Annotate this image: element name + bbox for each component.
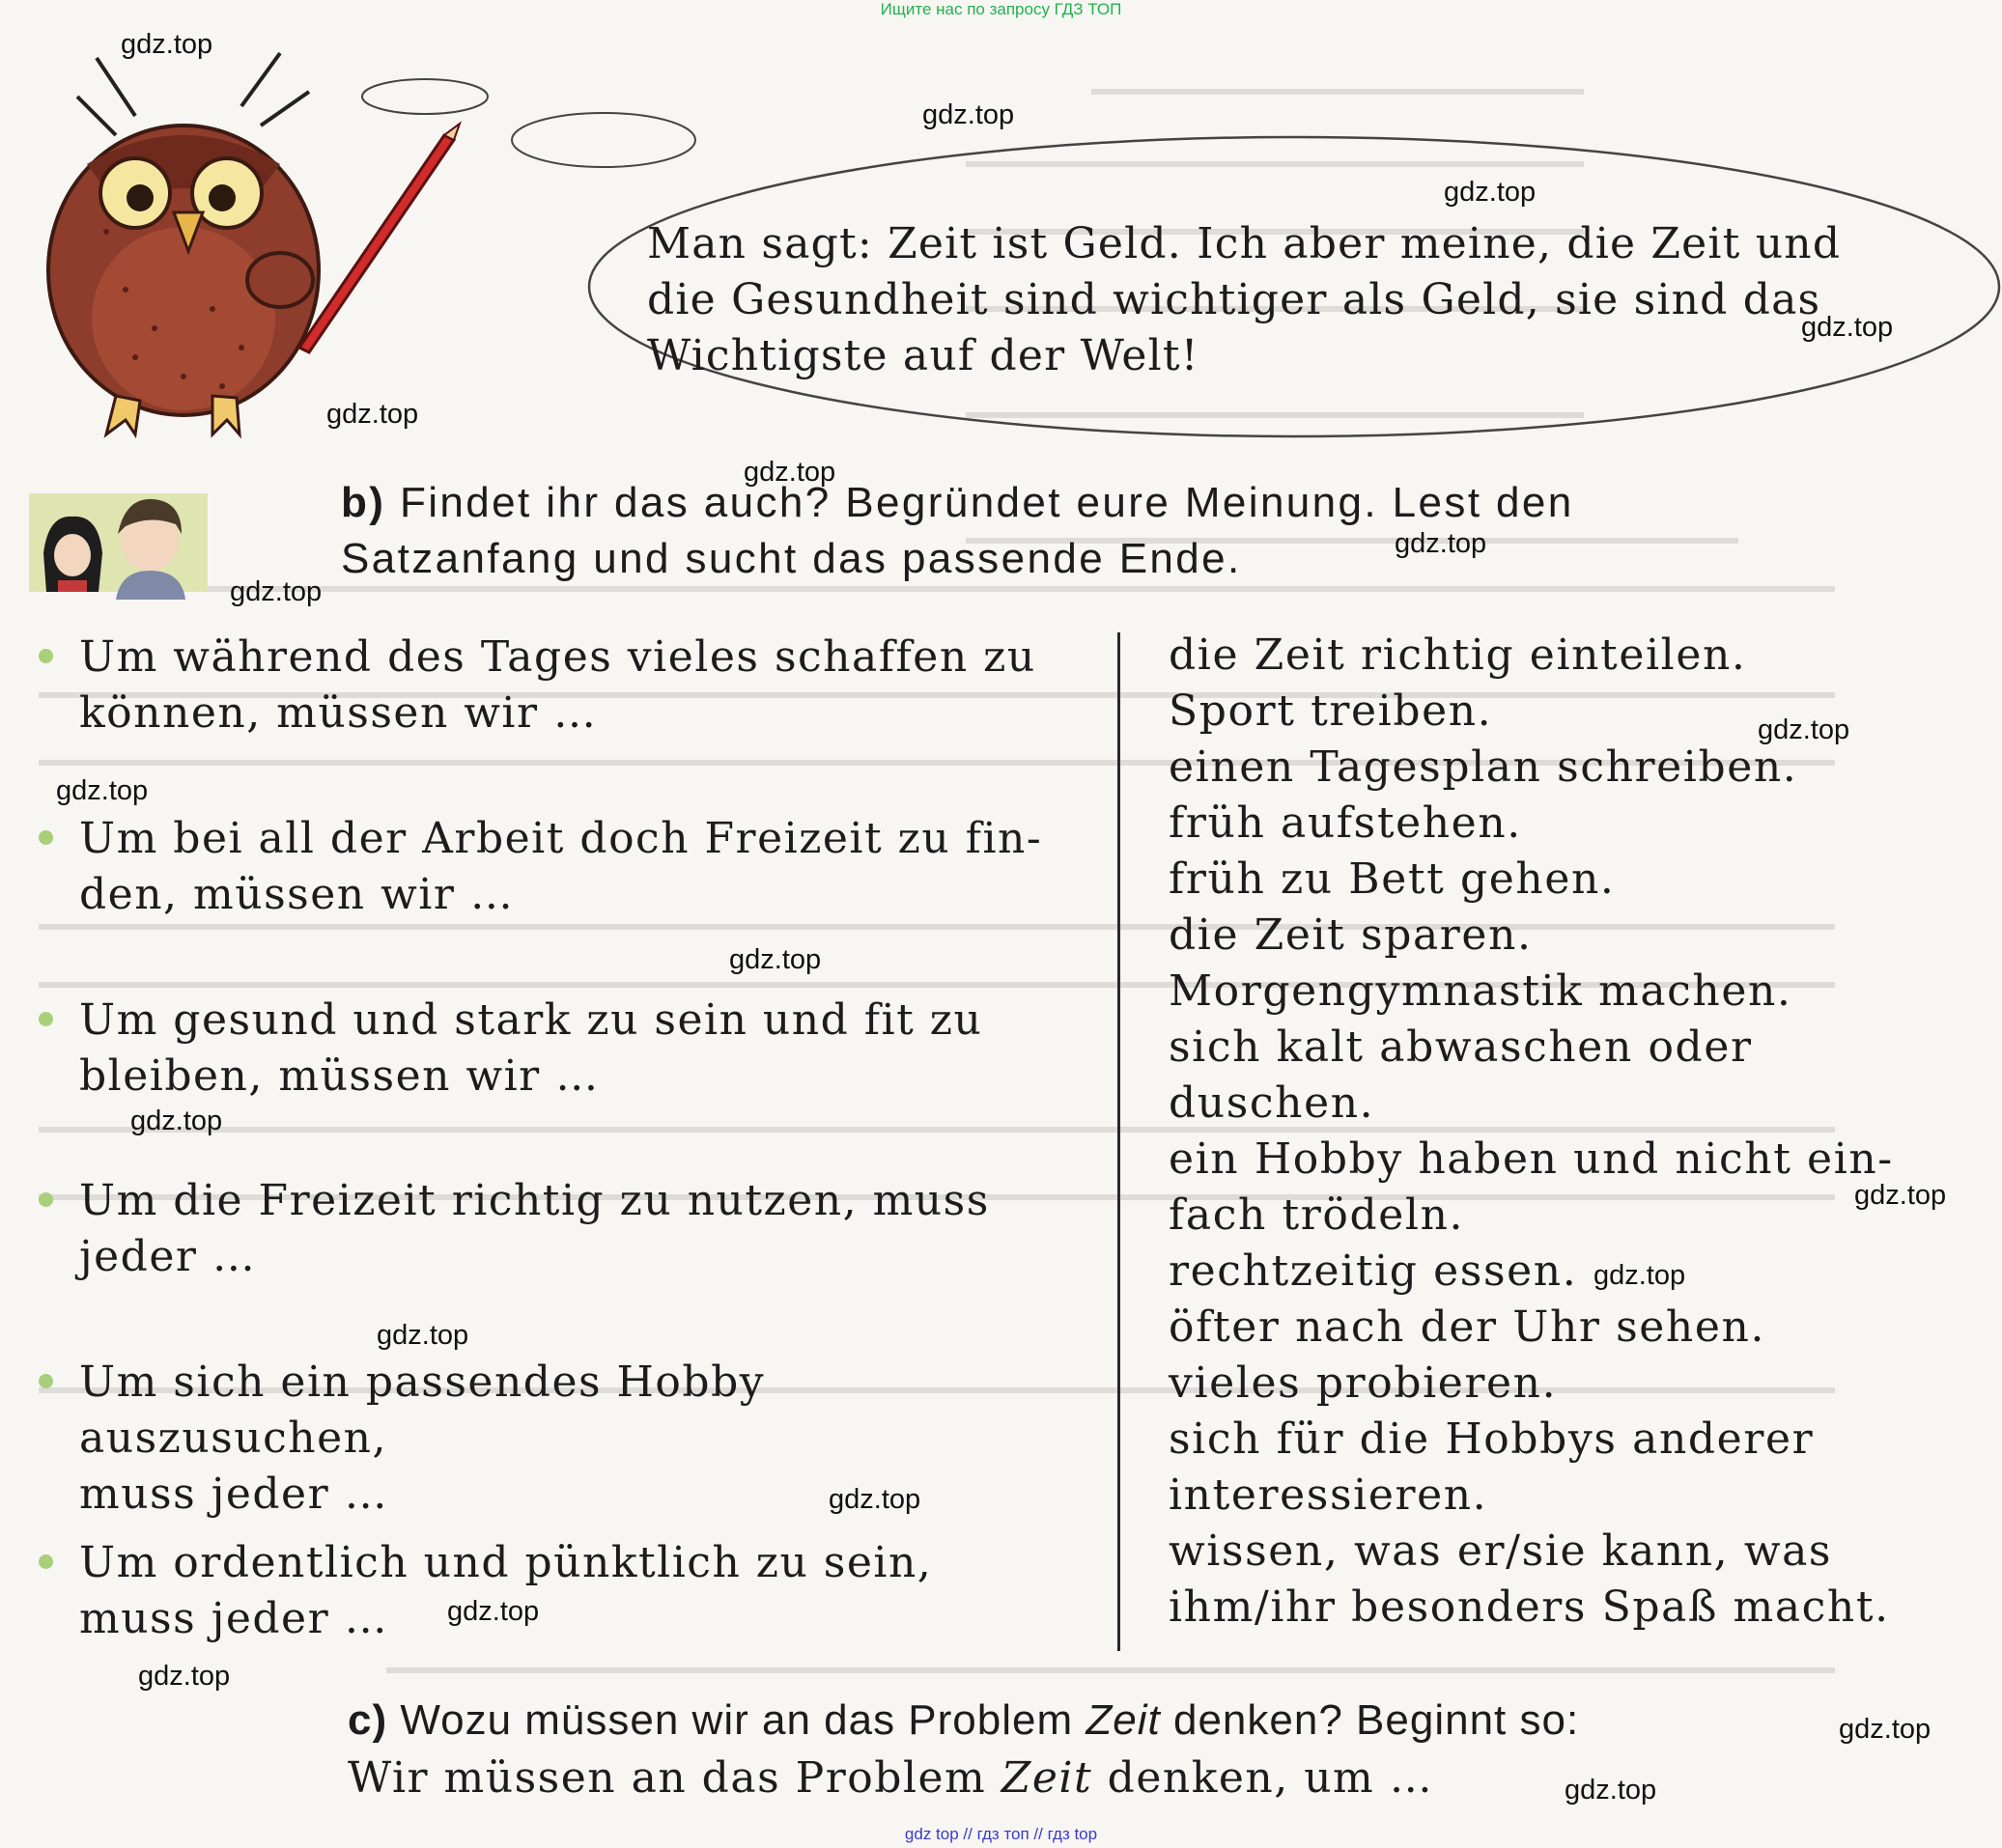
bullet-icon — [39, 1374, 53, 1388]
task-c-emphasis: Zeit — [1086, 1696, 1161, 1744]
task-c-text: denken? Beginnt so: — [1172, 1696, 1580, 1744]
pair-work-icon — [29, 486, 208, 600]
sentence-start-item — [79, 1535, 1074, 1647]
task-b-instruction — [341, 475, 1891, 587]
watermark: gdz.top — [1444, 177, 1537, 208]
sentence-start-line: Um gesund und stark zu sein und fit zu — [79, 995, 983, 1045]
watermark: gdz.top — [138, 1661, 231, 1692]
task-c-emphasis: Zeit — [1001, 1753, 1093, 1803]
sentence-ending: Morgengymnastik machen. — [1169, 966, 1792, 1016]
sentence-start-line: Um bei all der Arbeit doch Freizeit zu fin- — [79, 814, 1043, 863]
sentence-ending: ein Hobby haben und nicht ein- — [1169, 1134, 1894, 1184]
watermark: gdz.top — [56, 775, 149, 806]
sentence-ending: rechtzeitig essen. — [1169, 1246, 1578, 1296]
sentence-start-line: Um sich ein passendes Hobby auszusuchen, — [79, 1358, 766, 1463]
sentence-ending: ihm/ihr besonders Spaß macht. — [1169, 1582, 1890, 1632]
sentence-start-line: muss jeder … — [79, 1470, 389, 1519]
sentence-ending: Sport treiben. — [1169, 686, 1493, 736]
sentence-ending: interessieren. — [1169, 1470, 1488, 1520]
watermark: gdz.top — [1758, 714, 1850, 745]
sentence-start-item — [79, 1355, 1074, 1523]
sentence-start-item — [79, 630, 1074, 742]
sentence-ending: wissen, was er/sie kann, was — [1169, 1526, 1833, 1576]
column-divider — [1117, 632, 1120, 1651]
sentence-start-line: den, müssen wir … — [79, 870, 515, 919]
header-search-hint: Ищите нас по запросу ГДЗ ТОП — [880, 0, 1122, 18]
task-b-label: b) — [341, 479, 386, 526]
watermark: gdz.top — [447, 1596, 540, 1627]
watermark: gdz.top — [1565, 1775, 1657, 1806]
sentence-start-item — [79, 1173, 1074, 1285]
sentence-ending: einen Tagesplan schreiben. — [1169, 742, 1798, 792]
bullet-icon — [39, 1012, 53, 1026]
sentence-ending: früh zu Bett gehen. — [1169, 854, 1616, 904]
watermark: gdz.top — [729, 944, 822, 975]
sentence-start-item — [79, 811, 1074, 923]
speech-line: die Gesundheit sind wichtiger als Geld, sie sind das — [647, 275, 1821, 324]
sentence-ending: fach trödeln. — [1169, 1190, 1465, 1240]
sentence-ending: duschen. — [1169, 1078, 1375, 1128]
sentence-start-line: können, müssen wir … — [79, 688, 598, 738]
sentence-ending: früh aufstehen. — [1169, 798, 1522, 848]
sentence-start-line: jeder … — [79, 1232, 257, 1281]
watermark: gdz.top — [230, 576, 323, 607]
watermark: gdz.top — [1395, 528, 1487, 559]
sentence-start-line: Um ordentlich und pünktlich zu sein, — [79, 1538, 933, 1587]
watermark: gdz.top — [326, 399, 419, 430]
bullet-icon — [39, 1192, 53, 1207]
task-c-text: Wozu müssen wir an das Problem — [400, 1696, 1074, 1744]
task-c-prompt: denken, um … — [1107, 1753, 1434, 1803]
sentence-start-item — [79, 993, 1074, 1105]
watermark: gdz.top — [1854, 1180, 1947, 1211]
bullet-icon — [39, 830, 53, 845]
task-c-instruction — [348, 1692, 1903, 1807]
watermark: gdz.top — [744, 457, 836, 488]
watermark: gdz.top — [829, 1484, 921, 1515]
speech-line: Wichtigste auf der Welt! — [647, 331, 1199, 380]
sentence-start-line: Um die Freizeit richtig zu nutzen, muss — [79, 1176, 990, 1225]
task-c-prompt: Wir müssen an das Problem — [348, 1753, 987, 1803]
bullet-icon — [39, 1554, 53, 1569]
bullet-icon — [39, 649, 53, 663]
sentence-ending: die Zeit richtig einteilen. — [1169, 630, 1747, 680]
watermark: gdz.top — [130, 1106, 223, 1136]
sentence-ending: sich kalt abwaschen oder — [1169, 1022, 1753, 1072]
task-c-label: c) — [348, 1696, 388, 1744]
sentence-start-line: muss jeder … — [79, 1594, 389, 1643]
sentence-start-line: Um während des Tages vieles schaffen zu — [79, 632, 1036, 682]
task-b-line-2: Satzanfang und sucht das passende Ende. — [341, 535, 1242, 582]
sentence-ending: die Zeit sparen. — [1169, 910, 1533, 960]
watermark: gdz.top — [1839, 1714, 1932, 1745]
task-b-line-1: Findet ihr das auch? Begründet eure Meinung. Lest den — [399, 479, 1574, 526]
sentence-start-line: bleiben, müssen wir … — [79, 1051, 600, 1101]
sentence-ending: öfter nach der Uhr sehen. — [1169, 1302, 1766, 1352]
sentence-ending: vieles probieren. — [1169, 1358, 1558, 1408]
watermark: gdz.top — [922, 99, 1015, 130]
watermark: gdz.top — [1801, 312, 1894, 343]
speech-bubble-text — [647, 216, 1841, 384]
speech-line: Man sagt: Zeit ist Geld. Ich aber meine, die Zeit und — [647, 219, 1842, 268]
sentence-endings-list — [1169, 628, 1903, 1636]
footer-watermark: gdz top // гдз топ // гдз top — [904, 1825, 1098, 1843]
watermark: gdz.top — [377, 1320, 469, 1351]
watermark: gdz.top — [121, 29, 213, 60]
sentence-ending: sich für die Hobbys anderer — [1169, 1414, 1815, 1464]
watermark: gdz.top — [1593, 1260, 1686, 1291]
